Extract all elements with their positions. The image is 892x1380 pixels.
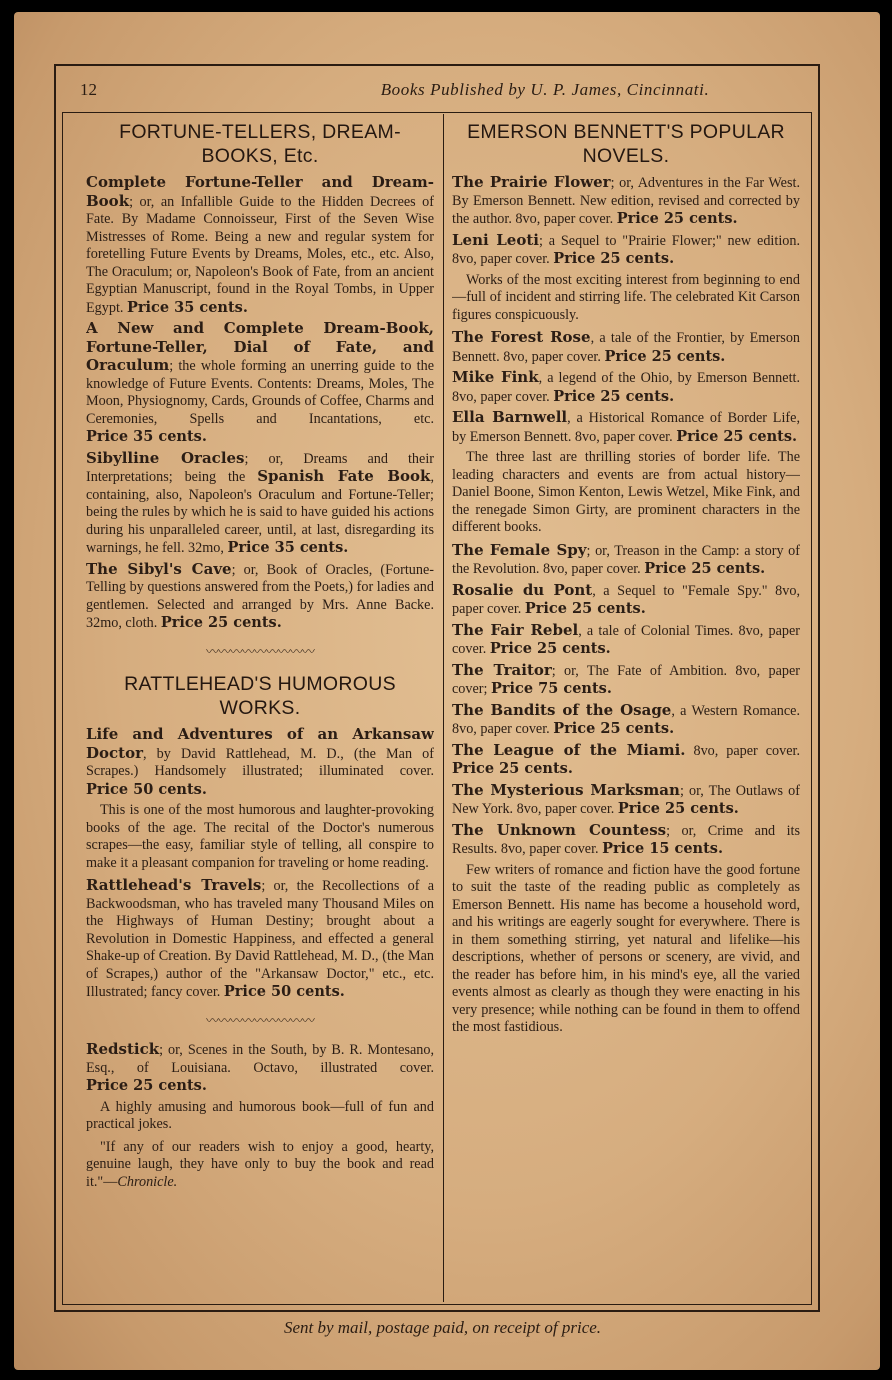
- entry-price: Price 25 cents.: [86, 1077, 207, 1094]
- entry-text: 8vo, paper cover.: [685, 742, 800, 759]
- entry-description: This is one of the most humorous and laughter-provoking books of the age. The recital of the Doctor's numerous scrapes—the easy, familiar style of telling, all conspire to make it a pleasant companion for traveling or home reading.: [86, 802, 434, 871]
- entry-text: ; or, Crime and its Results. 8vo, paper cover.: [452, 822, 800, 857]
- entry-text: , by David Rattlehead, M. D., (the Man of Scrapes.) Handsomely illustrated; illuminated cover.: [86, 745, 434, 779]
- entry-description: A highly amusing and humorous book—full of fun and practical jokes.: [86, 1098, 434, 1132]
- entry-text: , a tale of Colonial Times. 8vo, paper cover.: [452, 622, 800, 657]
- entry-title: Redstick: [86, 1040, 160, 1058]
- entry-description: Few writers of romance and fiction have the good fortune to suit the taste of the reading public as completely as Emerson Bennett. His name has become a household word, and his writings are eagerly sought for everywhere. There is in them something stirring, yet natural and lifelike—his descriptions, whether of persons or scenery, are vivid, and the reader has before him, in his mind's eye, all the varied events almost as clearly as though they were enacting in his very presence; while nothing can be found in them to offend the most fastidious.: [452, 861, 800, 1035]
- entry-text: ; the whole forming an unerring guide to the knowledge of Future Events. Contents: Dreams, Moles, The Moon, Physiognomy, Cards, Grounds of Coffee, Charms and Ceremonies, Spells and Incantations, etc.: [86, 358, 434, 427]
- entry-traitor: [452, 662, 800, 699]
- entry-price: Price 25 cents.: [160, 614, 282, 631]
- entry-text: ; or, Book of Oracles, (Fortune-Telling by questions answered from the Poets,) for ladies and gentlemen. Selected and arranged by Mrs. Anne Backe. 32mo, cloth.: [86, 561, 434, 631]
- wavy-divider: 〰〰〰〰〰〰〰〰〰: [205, 1012, 314, 1028]
- column-rule: [443, 114, 444, 1302]
- entry-text: ; or, an Infallible Guide to the Hidden Decrees of Fate. By Madame Connoisseur, First of the Seven Wise Mistresses of Rome. Being a new and regular system for foretelling Future Events by Dreams, Moles, etc., etc. Also, The Oraculum; or, Napoleon's Book of Fate, from an ancient Egyptian Manuscript, found in the Royal Tombs, in Upper Egypt.: [86, 193, 434, 316]
- entry-title: Rosalie du Pont: [452, 580, 593, 599]
- entry-text: ; or, Dreams and their Interpretations; being the: [86, 450, 434, 485]
- entry-complete-fortune-teller: [86, 174, 434, 317]
- entry-title: The League of the Miami.: [452, 740, 686, 759]
- entry-leni-leoti: [452, 232, 800, 269]
- entry-title: Sibylline Oracles: [86, 448, 245, 467]
- entry-price: Price 25 cents.: [452, 760, 573, 777]
- entry-title: A New and Complete Dream-Book, Fortune-Teller, Dial of Fate, and Oraculum: [86, 319, 434, 374]
- entry-text: , a Sequel to "Female Spy." 8vo, paper cover.: [452, 582, 800, 617]
- entry-price: Price 25 cents.: [524, 600, 646, 617]
- entry-price: Price 25 cents.: [553, 250, 675, 267]
- entry-text: ; or, Scenes in the South, by B. R. Montesano, Esq., of Louisiana. Octavo, illustrated cover.: [86, 1042, 434, 1076]
- entry-title: The Female Spy: [452, 540, 587, 559]
- entry-arkansaw-doctor: [86, 726, 434, 799]
- entry-text: ; or, Treason in the Camp: a story of the Revolution. 8vo, paper cover.: [452, 542, 800, 577]
- entry-price: Price 25 cents.: [489, 640, 611, 657]
- entry-text: ; or, The Outlaws of New York. 8vo, paper cover.: [452, 782, 800, 817]
- wavy-divider: 〰〰〰〰〰〰〰〰〰: [205, 643, 314, 659]
- entry-quote: [86, 1139, 434, 1192]
- entry-redstick: [86, 1041, 434, 1096]
- entry-text: ; or, Adventures in the Far West. By Emerson Bennett. New edition, revised and corrected by the author. 8vo, paper cover.: [452, 175, 800, 227]
- page-number: 12: [80, 80, 97, 99]
- quote-source: Chronicle.: [117, 1173, 178, 1190]
- entry-title: The Traitor: [452, 660, 552, 679]
- entry-ella-barnwell: [452, 409, 800, 446]
- entry-description: Works of the most exciting interest from beginning to end—full of incident and stirring life. The celebrated Kit Carson figures conspicuously.: [452, 271, 800, 323]
- entry-title: Mike Fink: [452, 368, 539, 386]
- entry-unknown-countess: [452, 822, 800, 859]
- left-column: [86, 118, 434, 1298]
- entry-mike-fink: [452, 369, 800, 406]
- section-heading-rattlehead: RATTLEHEAD'S HUMOROUS WORKS.: [124, 673, 396, 719]
- right-column: [452, 118, 800, 1298]
- entry-prairie-flower: [452, 174, 800, 229]
- entry-title: The Sibyl's Cave: [86, 559, 232, 578]
- entry-price: Price 25 cents.: [617, 800, 739, 817]
- entry-title: The Bandits of the Osage: [452, 700, 672, 719]
- entry-bandits-of-the-osage: [452, 702, 800, 739]
- entry-title-secondary: Spanish Fate Book: [257, 467, 431, 485]
- entry-title: The Forest Rose: [452, 328, 591, 346]
- entry-price: Price 75 cents.: [491, 680, 612, 697]
- entry-text: , containing, also, Napoleon's Oraculum and Fortune-Teller; being the rules by which he is said to have guided his actions during his unparalleled career, until, at last, disregarding its warnings, he fell. 32mo,: [86, 469, 434, 556]
- entry-text: ; a Sequel to "Prairie Flower;" new edition. 8vo, paper cover.: [452, 232, 800, 267]
- entry-price: Price 25 cents.: [553, 720, 675, 737]
- entry-new-dream-book: [86, 320, 434, 447]
- entry-text: ; or, the Recollections of a Backwoodsman, who has traveled many Thousand Miles on the Highways of Human Destiny; brought about a Revolution in Domestic Happiness, and effected a general Shake-up of Creation. By David Rattlehead, M. D., (the Man of Scrapes,) author of the "Arkansaw Doctor," etc., etc. Illustrated; fancy cover.: [86, 878, 434, 1000]
- entry-price: Price 25 cents.: [676, 427, 798, 445]
- entry-text: , a Western Romance. 8vo, paper cover.: [452, 702, 800, 737]
- entry-forest-rose: [452, 329, 800, 366]
- entry-female-spy: [452, 542, 800, 579]
- page-footer: Sent by mail, postage paid, on receipt of price.: [283, 1318, 602, 1337]
- entry-price: Price 35 cents.: [86, 428, 207, 445]
- entry-price: Price 15 cents.: [602, 840, 724, 857]
- entry-price: Price 35 cents.: [126, 298, 248, 316]
- entry-rattleheads-travels: [86, 877, 434, 1002]
- entry-title: Leni Leoti: [452, 230, 539, 249]
- entry-title: Rattlehead's Travels: [86, 876, 262, 894]
- entry-text: , a legend of the Ohio, by Emerson Bennett. 8vo, paper cover.: [452, 370, 800, 405]
- quote-text: "If any of our readers wish to enjoy a good, hearty, genuine laugh, they have only to buy the book and read it."—: [86, 1138, 434, 1190]
- entry-title: The Prairie Flower: [452, 173, 611, 191]
- entry-price: Price 25 cents.: [604, 347, 726, 365]
- entry-price: Price 25 cents.: [616, 210, 738, 227]
- entry-sibylline-oracles: [86, 450, 434, 558]
- entry-rosalie-du-pont: [452, 582, 800, 619]
- entry-price: Price 25 cents.: [644, 560, 766, 577]
- entry-mysterious-marksman: [452, 782, 800, 819]
- entry-title: The Unknown Countess: [452, 820, 667, 839]
- entry-price: Price 25 cents.: [553, 387, 675, 405]
- section-heading-emerson-bennett: EMERSON BENNETT'S POPULAR NOVELS.: [467, 121, 785, 167]
- entry-price: Price 50 cents.: [86, 780, 207, 798]
- entry-title: Life and Adventures of an Arkansaw Doctor: [86, 725, 434, 762]
- entry-title: The Fair Rebel: [452, 620, 579, 639]
- entry-description: The three last are thrilling stories of border life. The leading characters and events are from actual history—Daniel Boone, Simon Kenton, Lewis Wetzel, Mike Fink, and the renegade Simon Girty, are prominent characters in the different books.: [452, 449, 800, 535]
- section-heading-fortune-tellers: FORTUNE-TELLERS, DREAM-BOOKS, Etc.: [119, 121, 401, 167]
- entry-price: Price 50 cents.: [223, 983, 345, 1000]
- entry-title: The Mysterious Marksman: [452, 780, 680, 799]
- entry-text: , a Historical Romance of Border Life, by Emerson Bennett. 8vo, paper cover.: [452, 410, 800, 445]
- entry-text: ; or, The Fate of Ambition. 8vo, paper cover;: [452, 662, 800, 697]
- entry-league-of-the-miami: [452, 742, 800, 779]
- entry-fair-rebel: [452, 622, 800, 659]
- entry-sibyls-cave: [86, 561, 434, 633]
- running-title: Books Published by U. P. James, Cincinnati.: [380, 80, 710, 99]
- page-header: [80, 78, 805, 106]
- entry-title: Ella Barnwell: [452, 408, 568, 426]
- entry-text: , a tale of the Frontier, by Emerson Bennett. 8vo, paper cover.: [452, 330, 800, 365]
- entry-price: Price 35 cents.: [227, 539, 349, 556]
- entry-title: Complete Fortune-Teller and Dream-Book: [86, 173, 434, 210]
